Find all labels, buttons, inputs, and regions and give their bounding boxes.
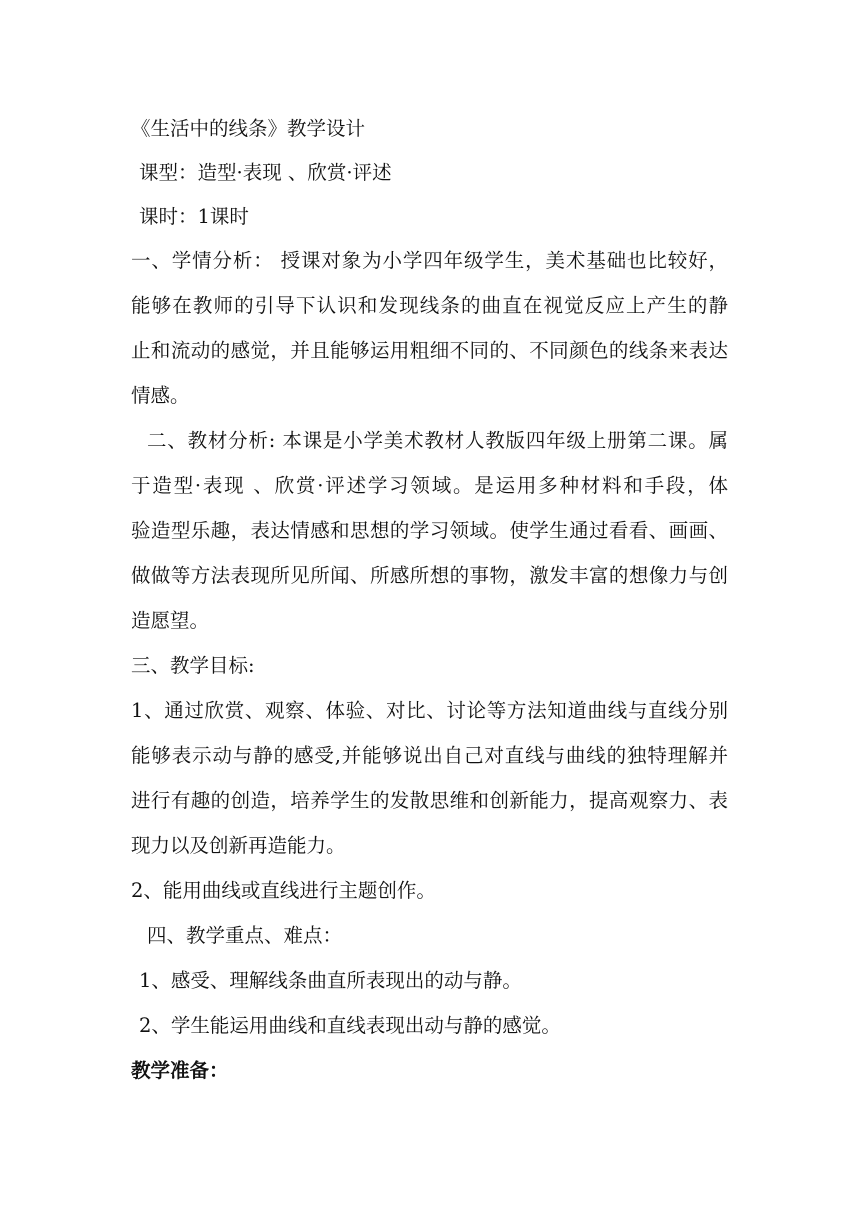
section2-line: 二、教材分析: 本课是小学美术教材人教版四年级上册第二课。属 xyxy=(147,429,728,452)
goal1-line: 现力以及创新再造能力。 xyxy=(131,834,346,857)
lesson-type: 课型：造型·表现 、欣赏·评述 xyxy=(139,161,392,184)
section1-line: 情感。 xyxy=(131,384,190,407)
section1-line: 止和流动的感觉，并且能够运用粗细不同的、不同颜色的线条来表达 xyxy=(131,339,728,362)
section2-line: 造愿望。 xyxy=(131,609,210,632)
goal1-line: 进行有趣的创造，培养学生的发散思维和创新能力，提高观察力、表 xyxy=(131,789,728,812)
section4-heading: 四、教学重点、难点： xyxy=(147,924,343,947)
section2-line: 验造型乐趣，表达情感和思想的学习领域。使学生通过看看、画画、 xyxy=(131,519,728,542)
section2-line: 做做等方法表现所见所闻、所感所想的事物，激发丰富的想像力与创 xyxy=(131,564,728,587)
document-title: 《生活中的线条》教学设计 xyxy=(131,117,366,140)
goal1-line: 能够表示动与静的感受,并能够说出自己对直线与曲线的独特理解并 xyxy=(131,744,728,767)
section1-line: 一、学情分析： 授课对象为小学四年级学生，美术基础也比较好， xyxy=(131,249,728,272)
preparation-heading: 教学准备： xyxy=(131,1059,229,1082)
keypoint-1: 1、感受、理解线条曲直所表现出的动与静。 xyxy=(139,969,522,992)
lesson-hours: 课时：1课时 xyxy=(139,205,249,228)
section1-line: 能够在教师的引导下认识和发现线条的曲直在视觉反应上产生的静 xyxy=(131,294,728,317)
goal1-line: 1、通过欣赏、观察、体验、对比、讨论等方法知道曲线与直线分别 xyxy=(131,699,728,722)
goal2-line: 2、能用曲线或直线进行主题创作。 xyxy=(131,879,436,902)
section3-heading: 三、教学目标: xyxy=(131,654,255,677)
section2-line: 于造型·表现 、欣赏·评述学习领域。是运用多种材料和手段，体 xyxy=(131,474,728,497)
keypoint-2: 2、学生能运用曲线和直线表现出动与静的感觉。 xyxy=(139,1014,561,1037)
